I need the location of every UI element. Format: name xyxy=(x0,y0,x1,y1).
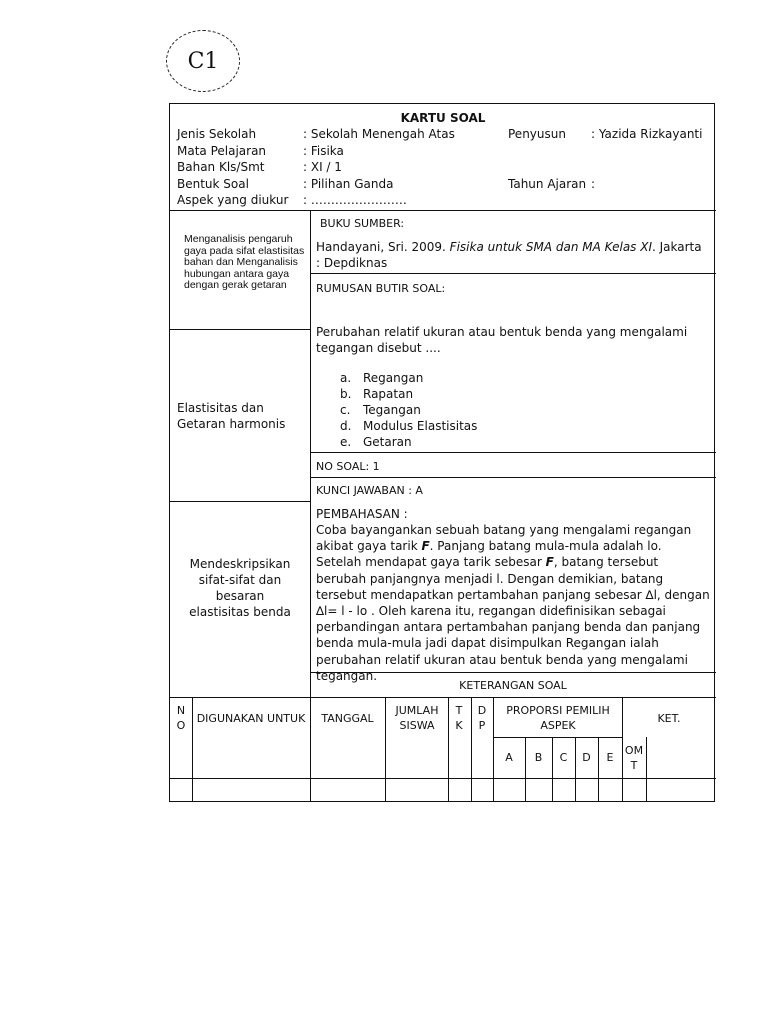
aspek-d: D xyxy=(582,751,591,764)
label-penyusun: Penyusun xyxy=(508,127,566,141)
aspek-omt: OM T xyxy=(624,743,644,772)
buku-sumber-text xyxy=(316,239,708,271)
divider-no-soal xyxy=(310,477,716,478)
option-text: Getaran xyxy=(363,435,412,449)
option-letter: c. xyxy=(340,403,351,417)
option-letter: e. xyxy=(340,435,352,449)
card-code-badge xyxy=(166,30,240,92)
force-symbol: F xyxy=(545,555,554,570)
label-jenis-sekolah: Jenis Sekolah xyxy=(177,127,257,141)
divider-keterangan xyxy=(170,697,716,698)
table-col-line xyxy=(385,697,386,801)
header-ket: KET. xyxy=(657,711,681,725)
label-tahun-ajaran: Tahun Ajaran xyxy=(508,177,587,191)
header-dp: D P xyxy=(477,704,487,732)
divider-left-2 xyxy=(170,501,310,502)
card-code: C1 xyxy=(187,48,219,74)
aspek-b: B xyxy=(534,751,543,764)
header-jumlah-siswa: JUMLAH SISWA xyxy=(395,704,439,732)
label-mata-pelajaran: Mata Pelajaran xyxy=(177,144,267,158)
kunci-jawaban: KUNCI JAWABAN : A xyxy=(316,484,423,497)
option-letter: a. xyxy=(340,371,352,385)
value-mata-pelajaran: : Fisika xyxy=(303,144,344,158)
table-col-line xyxy=(192,697,193,801)
materi-text: Elastisitas dan Getaran harmonis xyxy=(177,401,286,431)
pembahasan-label: PEMBAHASAN : xyxy=(316,507,408,521)
header-digunakan: DIGUNAKAN UNTUK xyxy=(196,711,306,725)
force-symbol: F xyxy=(421,539,430,554)
value-tahun-ajaran: : xyxy=(591,177,596,191)
divider-aspek xyxy=(493,737,623,738)
aspek-a: A xyxy=(505,751,513,764)
option-text: Tegangan xyxy=(363,403,421,417)
table-col-line xyxy=(448,697,449,801)
question-text: Perubahan relatif ukuran atau bentuk benda yang mengalami tegangan disebut .... xyxy=(316,325,688,356)
table-col-line xyxy=(646,737,647,801)
indikator-text: Mendeskripsikan sifat-sifat dan besaran elastisitas benda xyxy=(189,557,291,619)
header-tanggal: TANGGAL xyxy=(321,711,374,725)
divider-header xyxy=(170,210,716,211)
header-proporsi: PROPORSI PEMILIH ASPEK xyxy=(506,704,610,732)
value-aspek: : …………………… xyxy=(303,193,407,207)
pembahasan-part: Coba bayangankan sebuah batang yang mengalami regangan akibat gaya tarik xyxy=(316,523,692,554)
value-bentuk-soal: : Pilihan Ganda xyxy=(303,177,394,191)
option-letter: d. xyxy=(340,419,352,433)
aspek-c: C xyxy=(559,751,568,764)
option-text: Rapatan xyxy=(363,387,414,401)
header-tk: T K xyxy=(455,704,463,732)
value-penyusun: : Yazida Rizkayanti xyxy=(591,127,703,141)
pembahasan-text xyxy=(316,522,710,684)
divider-table-body xyxy=(170,778,716,779)
kartu-soal-card xyxy=(169,103,715,802)
divider-left-1 xyxy=(170,329,310,330)
pembahasan-part: , batang tersebut berubah panjangnya menjadi l. Dengan demikian, batang tersebut mendapatkan pertambahan panjang sebesar ∆l, dengan ∆l= l - lo . Oleh karena itu, regangan didefinisikan sebagai perbandingan antara pertambahan panjang benda dan panjang benda mula-mula jadi dapat disimpulkan Regangan ialah perubahan relatif ukuran atau bentuk benda yang mengalami tegangan. xyxy=(316,555,710,683)
card-title: KARTU SOAL xyxy=(400,111,486,125)
aspek-e: E xyxy=(606,751,614,764)
label-bentuk-soal: Bentuk Soal xyxy=(177,177,249,191)
label-aspek: Aspek yang diukur xyxy=(177,193,289,207)
rumusan-label: RUMUSAN BUTIR SOAL: xyxy=(316,282,446,295)
no-soal: NO SOAL: 1 xyxy=(316,460,380,473)
buku-title: Fisika untuk SMA dan MA Kelas XI xyxy=(449,240,652,254)
divider-buku xyxy=(310,273,716,274)
kompetensi-text: Menganalisis pengaruh gaya pada sifat elastisitas bahan dan Menganalisis hubungan antara gaya dengan gerak getaran xyxy=(184,233,305,291)
header-no: N O xyxy=(176,704,186,732)
table-col-line xyxy=(471,697,472,801)
option-letter: b. xyxy=(340,387,352,401)
value-bahan-kelas: : XI / 1 xyxy=(303,160,342,174)
option-text: Regangan xyxy=(363,371,424,385)
divider-rumusan xyxy=(310,452,716,453)
value-jenis-sekolah: : Sekolah Menengah Atas xyxy=(303,127,455,141)
keterangan-title: KETERANGAN SOAL xyxy=(459,679,567,692)
buku-publisher: . Jakarta : Depdiknas xyxy=(316,240,702,271)
option-text: Modulus Elastisitas xyxy=(363,419,478,433)
pembahasan-part: . Panjang batang mula-mula adalah lo. Setelah mendapat gaya tarik sebesar xyxy=(316,539,662,570)
label-bahan-kelas: Bahan Kls/Smt xyxy=(177,160,265,174)
buku-sumber-label: BUKU SUMBER: xyxy=(320,217,405,230)
buku-author: Handayani, Sri. 2009. xyxy=(316,240,450,254)
